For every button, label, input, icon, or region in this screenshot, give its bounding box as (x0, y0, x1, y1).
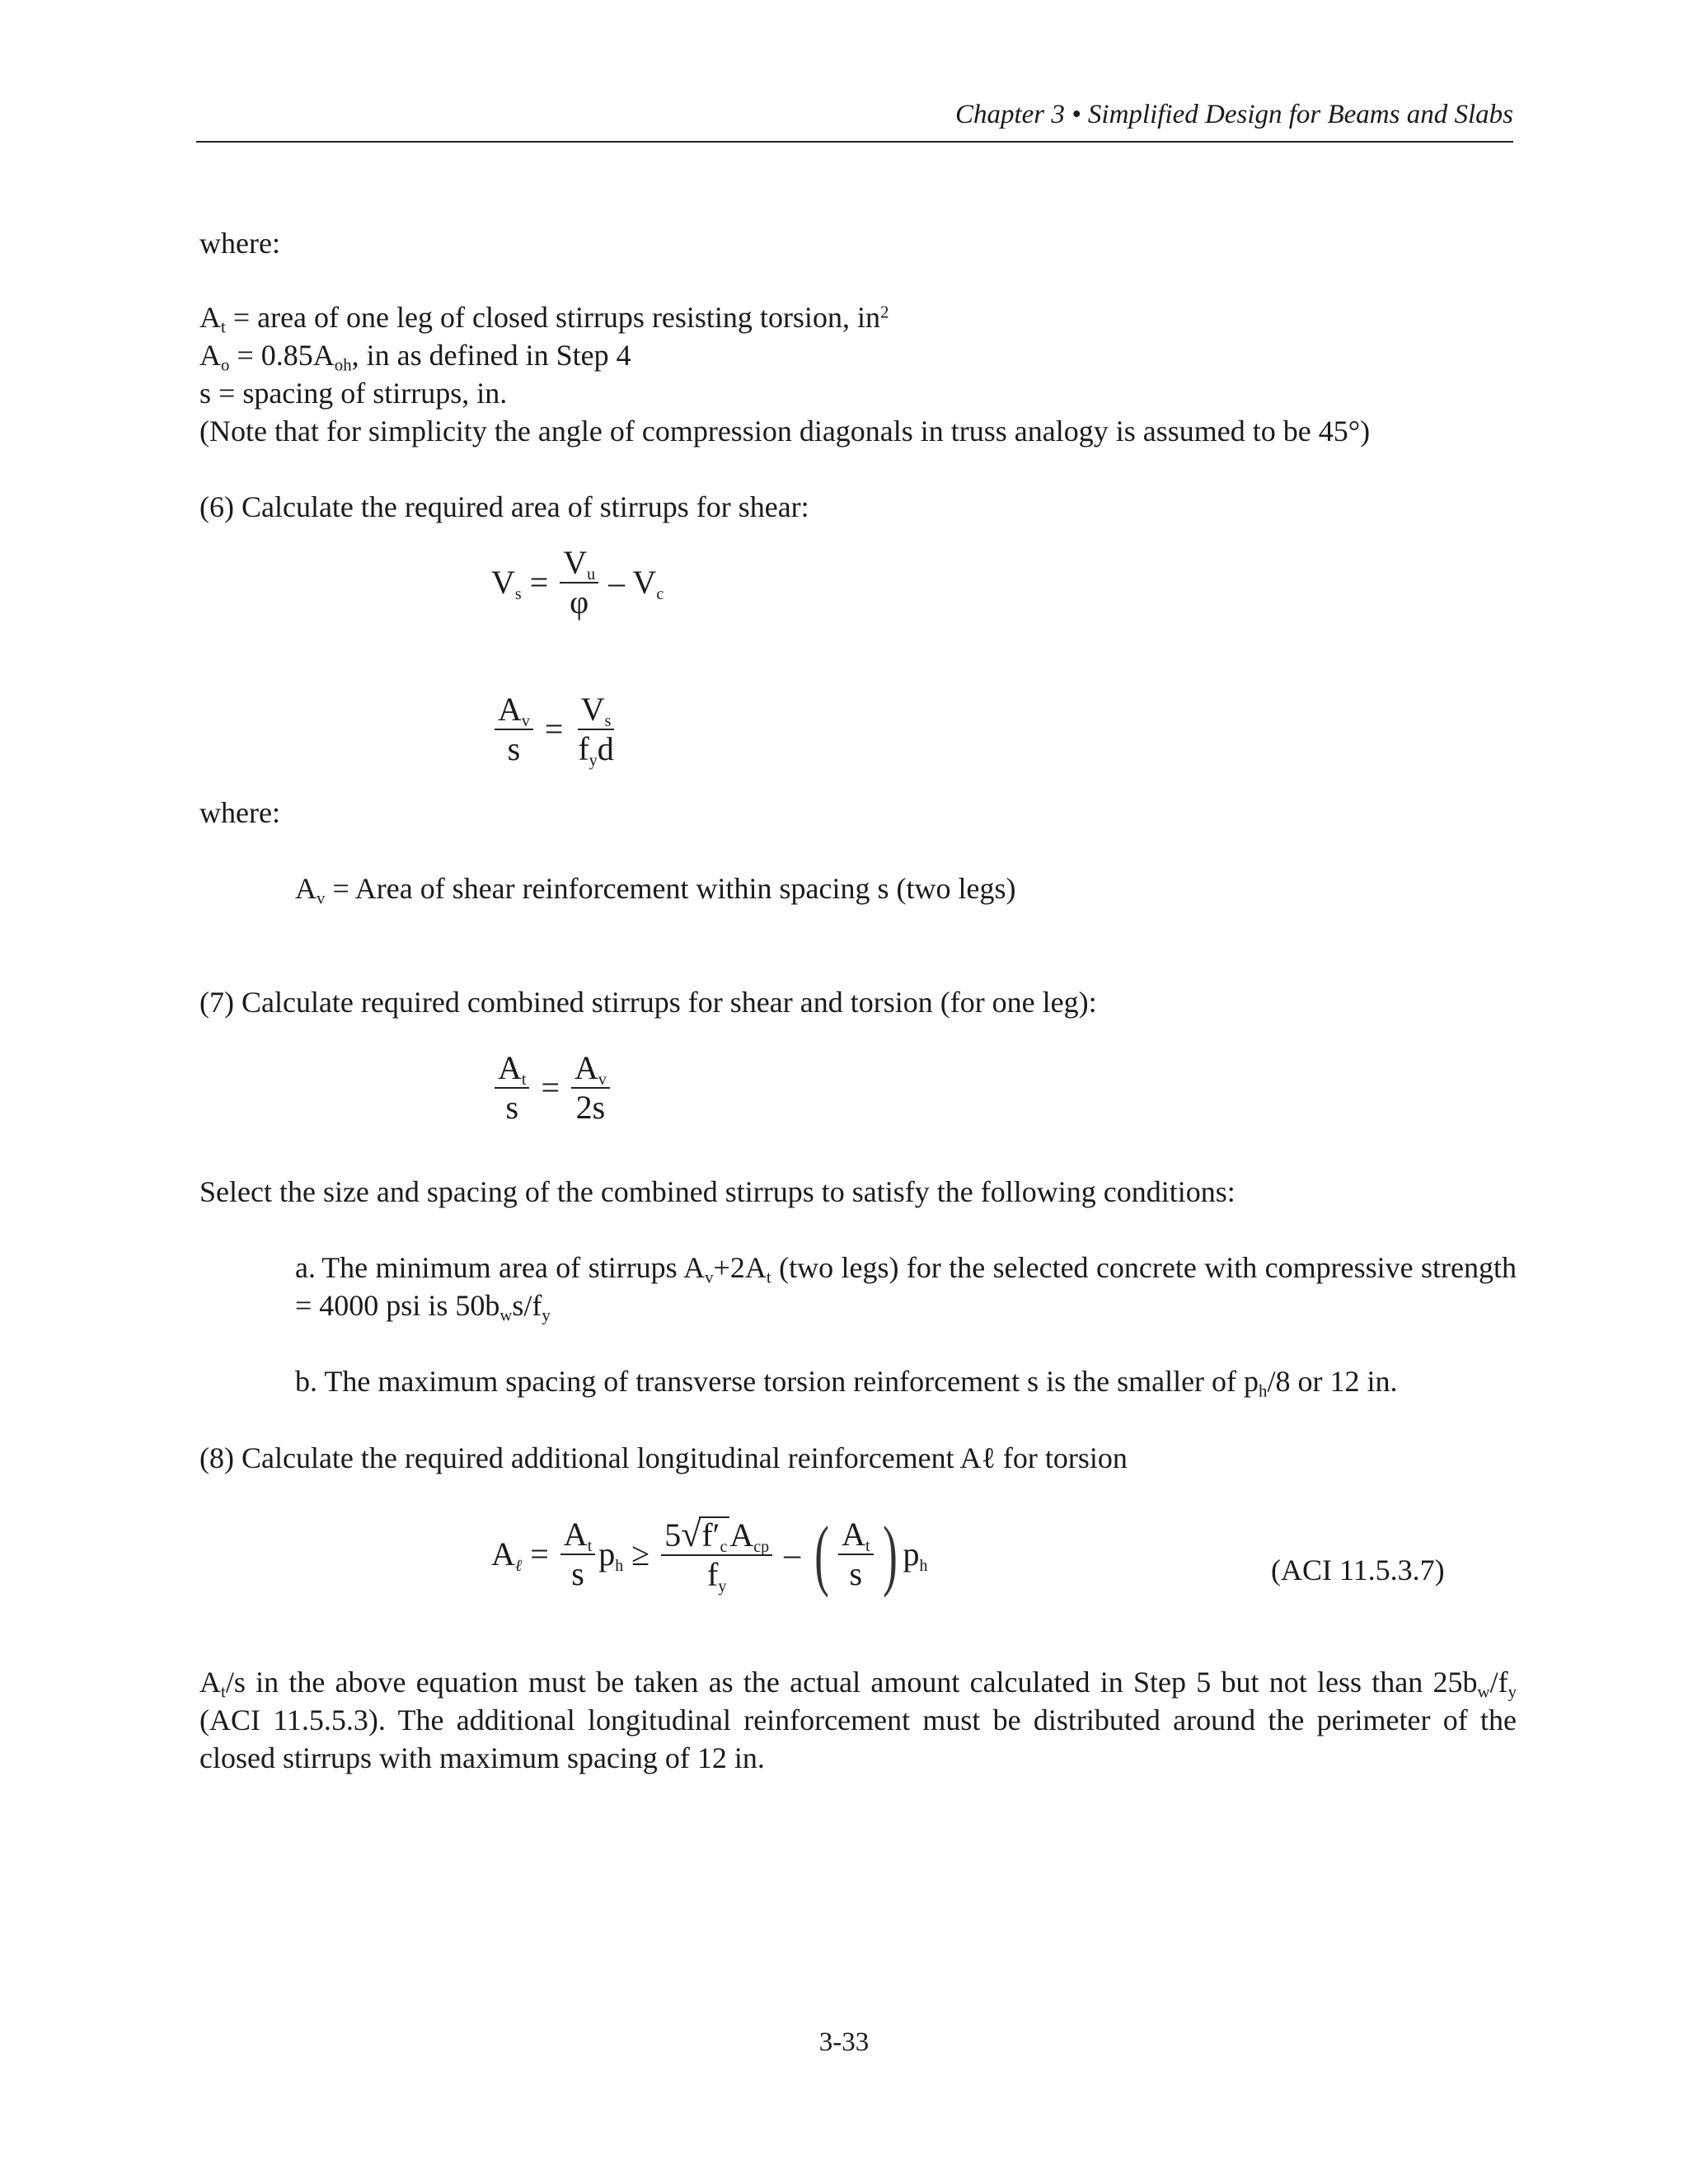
equation-vs: Vs = $\frac{Vu}{\varphi}$ – Vc (491, 544, 664, 621)
where-label-2: where: (199, 796, 280, 829)
page-number: 3-33 (818, 2027, 870, 2057)
definition-av: $A_v$ = Area of shear reinforcement within spacing s (two legs) (295, 872, 1016, 908)
step-6-heading: (6) Calculate the required area of stirrups for shear: (199, 490, 809, 523)
where-label: where: (199, 227, 280, 260)
note-angle: (Note that for simplicity the angle of compression diagonals in truss analogy is assumed to be 45°) (199, 415, 1371, 448)
step-8-heading: (8) Calculate the required additional longitudinal reinforcement Aℓ for torsion (199, 1441, 1128, 1474)
definition-at: $A_t$ = area of one leg of closed stirrups resisting torsion, $in^2$ (199, 301, 889, 337)
final-paragraph: $A_t/s$ in the above equation must be taken as the actual amount calculated in Step 5 but not less than $25b_w/f_y$ (ACI 11.5.5.3). The additional longitudinal reinforcement must be distributed around the perimeter of the closed stirrups with maximum spacing of 12 in. (199, 1666, 1517, 1775)
condition-b: b. The maximum spacing of transverse torsion reinforcement s is the smaller of $p_h/8$ or 12 in. (295, 1365, 1398, 1401)
select-conditions: Select the size and spacing of the combined stirrups to satisfy the following conditions: (199, 1175, 1236, 1208)
running-header: Chapter 3 • Simplified Design for Beams and Slabs (196, 97, 1513, 143)
definition-s: s = spacing of stirrups, in. (199, 377, 508, 410)
equation-reference: (ACI 11.5.3.7) (1271, 1554, 1445, 1586)
step-7-heading: (7) Calculate required combined stirrups for shear and torsion (for one leg): (199, 986, 1097, 1019)
definition-ao: $A_o = 0.85A_{oh}$, in as defined in Step 4 (199, 339, 631, 375)
condition-a: a. The minimum area of stirrups $A_v+2A_t$ (two legs) for the selected concrete with compressive strength = 4000 psi is $50b_ws/f_y$ (295, 1251, 1517, 1325)
equation-av: $\frac{Av}{s}$ = $\frac{Vs}{\text{fyd}}$ (491, 692, 621, 766)
equation-at: $\frac{At}{s}$ = $\frac{Av}{2s}$ (491, 1051, 613, 1125)
equation-al: Aℓ = $\frac{At}{s}$ ph ≥ 5 √ f′c Acp fy – ( $\frac{At}{s}$ ) ph (491, 1510, 928, 1598)
